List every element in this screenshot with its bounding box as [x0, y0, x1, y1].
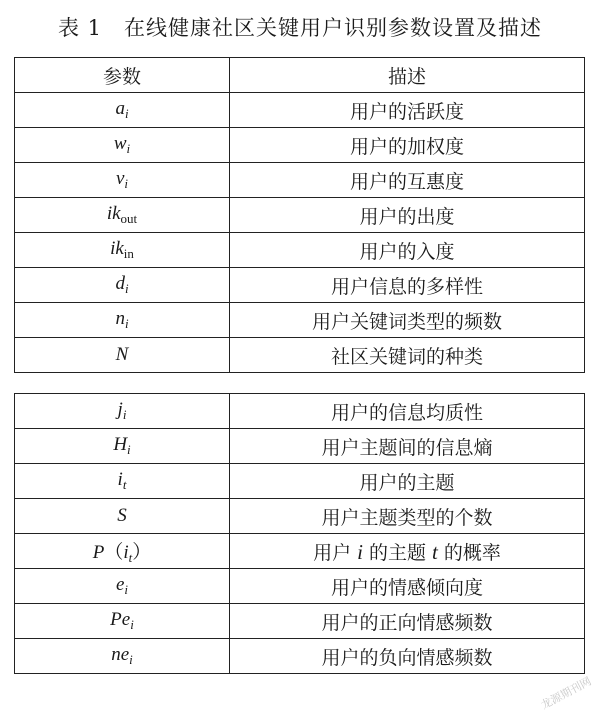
desc-text: 用户: [313, 541, 358, 564]
parameter-table-top: [14, 57, 585, 373]
table-row: [15, 268, 585, 303]
param-subscript: i: [124, 281, 129, 296]
param-cell: [15, 534, 230, 569]
desc-text: 的主题: [362, 541, 433, 564]
param-symbol: ik: [106, 203, 121, 224]
param-symbol: S: [117, 505, 127, 526]
param-symbol: P: [92, 541, 105, 563]
table-row: [15, 303, 585, 338]
table-row: [15, 429, 585, 464]
desc-variable-i: i: [357, 539, 363, 564]
param-symbol: w: [113, 133, 127, 154]
desc-cell: 用户的活跃度: [230, 93, 585, 128]
param-cell: [15, 128, 230, 163]
param-symbol: j: [117, 399, 123, 420]
param-subscript: i: [126, 141, 131, 156]
table-row: [15, 394, 585, 429]
param-cell: [15, 604, 230, 639]
param-symbol: N: [115, 344, 129, 365]
desc-cell: 用户主题类型的个数: [230, 499, 585, 534]
desc-text: 的概率: [437, 541, 501, 564]
desc-cell: 用户的主题: [230, 464, 585, 499]
header-desc: 描述: [230, 58, 585, 93]
table-header-row: [15, 58, 585, 93]
param-symbol: i: [117, 469, 123, 490]
table-row: [15, 499, 585, 534]
table-row: [15, 639, 585, 674]
param-cell: [15, 268, 230, 303]
desc-cell: 用户的信息均质性: [230, 394, 585, 429]
param-symbol: n: [115, 308, 125, 329]
table-caption: 表 1 在线健康社区关键用户识别参数设置及描述: [57, 16, 543, 40]
param-subscript: i: [124, 176, 129, 191]
param-subscript: i: [122, 407, 127, 422]
table-row: [15, 569, 585, 604]
table-row: [15, 233, 585, 268]
param-cell: [15, 198, 230, 233]
desc-cell: 用户的入度: [230, 233, 585, 268]
param-cell: [15, 639, 230, 674]
desc-cell: [230, 534, 585, 569]
param-subscript: out: [120, 211, 138, 226]
desc-cell: 用户的出度: [230, 198, 585, 233]
param-cell: [15, 569, 230, 604]
param-subscript: i: [124, 582, 129, 597]
desc-cell: 用户的加权度: [230, 128, 585, 163]
param-symbol: ne: [111, 644, 130, 665]
param-subscript: t: [122, 477, 127, 492]
param-symbol: d: [115, 273, 125, 294]
desc-cell: 用户的情感倾向度: [230, 569, 585, 604]
desc-variable-t: t: [432, 539, 438, 564]
param-subscript: i: [130, 617, 134, 632]
param-cell: [15, 163, 230, 198]
watermark: 龙源期刊网: [538, 674, 594, 712]
desc-cell: 用户的负向情感频数: [230, 639, 585, 674]
table-row: [15, 604, 585, 639]
param-cell: [15, 499, 230, 534]
desc-cell: 社区关键词的种类: [230, 338, 585, 373]
table-row: [15, 198, 585, 233]
param-cell: [15, 429, 230, 464]
desc-cell: 用户关键词类型的频数: [230, 303, 585, 338]
param-subscript: i: [129, 652, 133, 667]
header-param: 参数: [15, 58, 230, 93]
paren-open: （: [104, 540, 124, 563]
desc-cell: 用户的正向情感频数: [230, 604, 585, 639]
table-row: [15, 93, 585, 128]
param-symbol: Pe: [110, 609, 131, 630]
param-symbol: ik: [110, 238, 124, 259]
param-cell: [15, 303, 230, 338]
param-subscript: in: [123, 246, 134, 261]
param-subscript: i: [124, 106, 129, 121]
table-row: [15, 464, 585, 499]
table-row: [15, 128, 585, 163]
param-subscript: i: [124, 316, 129, 331]
param-symbol: a: [115, 98, 125, 119]
desc-cell: 用户主题间的信息熵: [230, 429, 585, 464]
parameter-table-bottom: [14, 393, 585, 674]
table-row: [15, 338, 585, 373]
table-row: [15, 163, 585, 198]
param-cell: [15, 93, 230, 128]
param-symbol: e: [115, 574, 125, 595]
table-row: [15, 534, 585, 569]
param-symbol: H: [113, 434, 128, 455]
desc-cell: 用户信息的多样性: [230, 268, 585, 303]
param-cell: [15, 233, 230, 268]
param-cell: [15, 394, 230, 429]
param-subscript: i: [127, 442, 131, 457]
desc-cell: 用户的互惠度: [230, 163, 585, 198]
param-cell: [15, 464, 230, 499]
param-subscript: t: [128, 549, 133, 565]
param-inner: i: [123, 541, 129, 563]
paren-close: ）: [132, 540, 152, 563]
param-cell: [15, 338, 230, 373]
param-symbol: v: [115, 168, 125, 189]
